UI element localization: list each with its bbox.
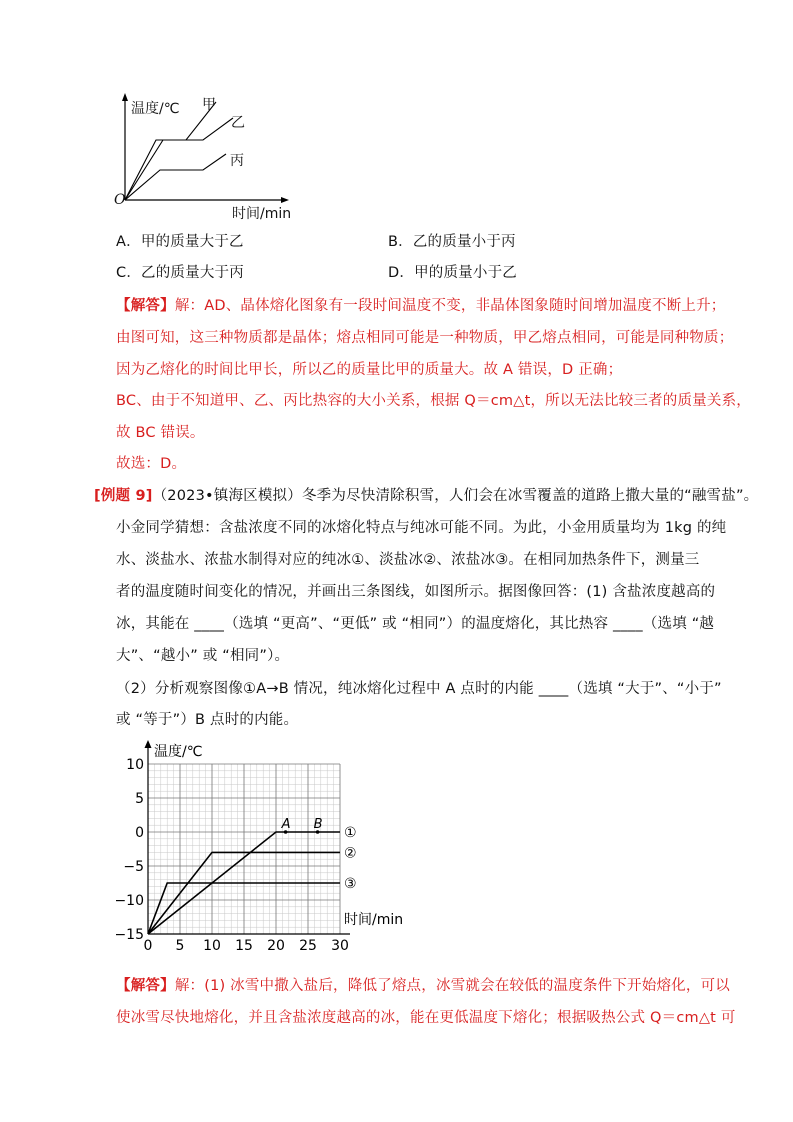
- chart-x-tick-label: 5: [175, 938, 185, 954]
- chart-annotation-A: A: [281, 817, 291, 832]
- graph1-label-jia: 甲: [202, 97, 216, 113]
- example9-line8: 或 “等于”）B 点时的内能。: [116, 712, 299, 728]
- example9-tag: [例题 9]: [94, 488, 153, 504]
- chart-x-tick-label: 0: [143, 938, 153, 954]
- q1-answer-line6: 故选：D。: [116, 456, 187, 472]
- example9-line2: 小金同学猜想：含盐浓度不同的冰熔化特点与纯冰可能不同。为此，小金用质量均为 1kg 的纯: [116, 520, 727, 536]
- q1-answer-line2: 由图可知，这三种物质都是晶体；熔点相同可能是一种物质，甲乙熔点相同，可能是同种物质；: [116, 330, 734, 346]
- q1-answer-text1: 解：AD、晶体熔化图象有一段时间温度不变，非晶体图象随时间增加温度不断上升；: [174, 298, 726, 314]
- option-c: C．乙的质量大于丙: [116, 265, 244, 281]
- graph1-origin-label: O: [114, 192, 126, 208]
- graph1-label-yi: 乙: [231, 115, 245, 131]
- q1-answer-label: 【解答】: [116, 298, 175, 314]
- q2-answer-label: 【解答】: [116, 978, 175, 994]
- q2-answer-line2: 使冰雪尽快地熔化，并且含盐浓度越高的冰，能在更低温度下熔化；根据吸热公式 Q＝cm△t 可: [116, 1010, 736, 1026]
- chart-y-tick-label: −5: [123, 859, 144, 875]
- example9-text1: （2023•镇海区模拟）冬季为尽快清除积雪，人们会在冰雪覆盖的道路上撒大量的“融雪盐”。: [152, 488, 759, 504]
- example9-line5: 冰，其能在 ____（选填 “更高”、“更低” 或 “相同”）的温度熔化，其比热容 ____（选填 “越: [116, 616, 715, 632]
- option-d: D．甲的质量小于乙: [388, 265, 517, 281]
- graph1-x-label: 时间/min: [232, 206, 292, 222]
- chart-x-axis-title: 时间/min: [344, 912, 404, 928]
- example9-line1: [94, 484, 758, 505]
- chart-x-tick-label: 15: [235, 938, 253, 954]
- option-a: A．甲的质量大于乙: [116, 234, 244, 250]
- example9-line6: 大”、“越小” 或 “相同”）。: [116, 648, 290, 664]
- chart-series-label-3: ③: [344, 876, 357, 892]
- graph1-label-bing: 丙: [230, 153, 244, 169]
- example9-line7: （2）分析观察图像①A→B 情况，纯冰熔化过程中 A 点时的内能 ____（选填 “大于”、“小于”: [116, 681, 722, 697]
- chart-annotation-B: B: [313, 817, 323, 832]
- q1-answer-line1: [116, 294, 726, 315]
- q2-answer-text1: 解：(1) 冰雪中撒入盐后，降低了熔点，冰雪就会在较低的温度条件下开始熔化，可以: [174, 978, 730, 994]
- q2-answer-line1: [116, 974, 730, 995]
- chart-x-tick-label: 30: [331, 938, 349, 954]
- graph1-y-arrow: [122, 93, 128, 101]
- chart-y-tick-label: 5: [135, 791, 144, 807]
- q1-answer-line3: 因为乙熔化的时间比甲长，所以乙的质量比甲的质量大。故 A 错误，D 正确；: [116, 362, 623, 378]
- chart-y-axis-title: 温度/℃: [154, 744, 203, 760]
- example9-line3: 水、淡盐水、浓盐水制得对应的纯冰①、淡盐冰②、浓盐冰③。在相同加热条件下，测量三: [116, 552, 700, 568]
- option-b: B．乙的质量小于丙: [388, 234, 516, 250]
- ice-melting-chart: [110, 738, 420, 958]
- q1-answer-line4: BC、由于不知道甲、乙、丙比热容的大小关系，根据 Q＝cm△t，所以无法比较三者的质量关系，: [116, 393, 751, 409]
- chart-x-tick-label: 25: [299, 938, 317, 954]
- chart-series-label-2: ②: [344, 845, 357, 862]
- chart-y-tick-label: 10: [126, 757, 144, 773]
- chart-series-label-1: ①: [344, 825, 357, 841]
- chart-y-tick-label: 0: [135, 825, 144, 841]
- chart-y-tick-label: −10: [114, 893, 144, 909]
- chart-x-tick-label: 10: [203, 938, 221, 954]
- q1-answer-line5: 故 BC 错误。: [116, 425, 205, 441]
- chart-y-arrow: [145, 740, 152, 748]
- chart-y-tick-label: −15: [114, 927, 144, 943]
- graph1-line-yi: [125, 118, 233, 200]
- example9-line4: 者的温度随时间变化的情况，并画出三条图线，如图所示。据图像回答：(1) 含盐浓度越高的: [116, 584, 716, 600]
- graph1-y-label: 温度/℃: [131, 101, 180, 117]
- chart-x-tick-label: 20: [267, 938, 285, 954]
